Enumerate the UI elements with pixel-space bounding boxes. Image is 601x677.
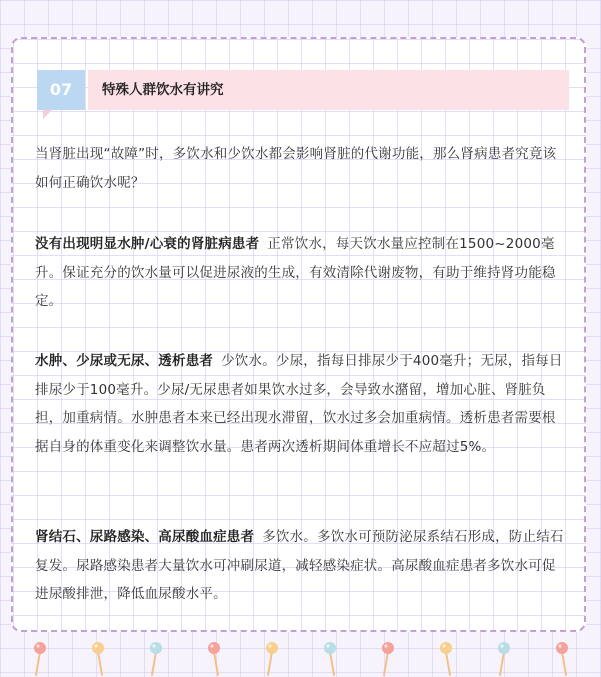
lollipop-icon [262, 640, 282, 676]
paragraph-lead: 没有出现明显水肿/心衰的肾脏病患者 [35, 236, 260, 252]
lollipop-icon [436, 640, 456, 676]
section-header [37, 70, 569, 110]
lollipop-icon [320, 640, 340, 676]
badge-tail-decoration [43, 110, 52, 119]
paragraph-lead: 肾结石、尿路感染、高尿酸血症患者 [35, 529, 255, 545]
article-card [11, 37, 586, 632]
lollipop-icon [30, 640, 50, 676]
paragraph-stone-infection [35, 523, 567, 609]
lollipop-decoration-row [0, 637, 601, 677]
intro-paragraph [35, 140, 567, 197]
paragraph-lead: 水肿、少尿或无尿、透析患者 [35, 353, 214, 369]
lollipop-icon [88, 640, 108, 676]
paragraph-text: 少饮水。少尿，指每日排尿少于400毫升；无尿，指每日排尿少于100毫升。少尿/无尿患者如果饮水过多，会导致水潴留，增加心脏、肾脏负担，加重病情。水肿患者本来已经出现水滞留，饮水过多会加重病情。透析患者需要根据自身的体重变化来调整饮水量。患者两次透析期间体重增长不应超过5%。 [35, 353, 563, 455]
lollipop-icon [146, 640, 166, 676]
lollipop-icon [204, 640, 224, 676]
intro-text: 当肾脏出现“故障”时，多饮水和少饮水都会影响肾脏的代谢功能，那么肾病患者究竟该如何正确饮水呢？ [35, 146, 557, 191]
paragraph-edema-dialysis [35, 347, 567, 461]
lollipop-icon [494, 640, 514, 676]
paragraph-text: 正常饮水，每天饮水量应控制在1500~2000毫升。保证充分的饮水量可以促进尿液的生成，有效清除代谢废物，有助于维持肾功能稳定。 [35, 236, 556, 310]
section-title: 特殊人群饮水有讲究 [88, 70, 569, 110]
section-number-badge: 07 [37, 70, 85, 110]
lollipop-icon [378, 640, 398, 676]
paragraph-normal-kidney [35, 230, 567, 316]
lollipop-icon [552, 640, 572, 676]
paragraph-text: 多饮水。多饮水可预防泌尿系结石形成，防止结石复发。尿路感染患者大量饮水可冲刷尿道，减轻感染症状。高尿酸血症患者多饮水可促进尿酸排泄，降低血尿酸水平。 [35, 529, 564, 603]
